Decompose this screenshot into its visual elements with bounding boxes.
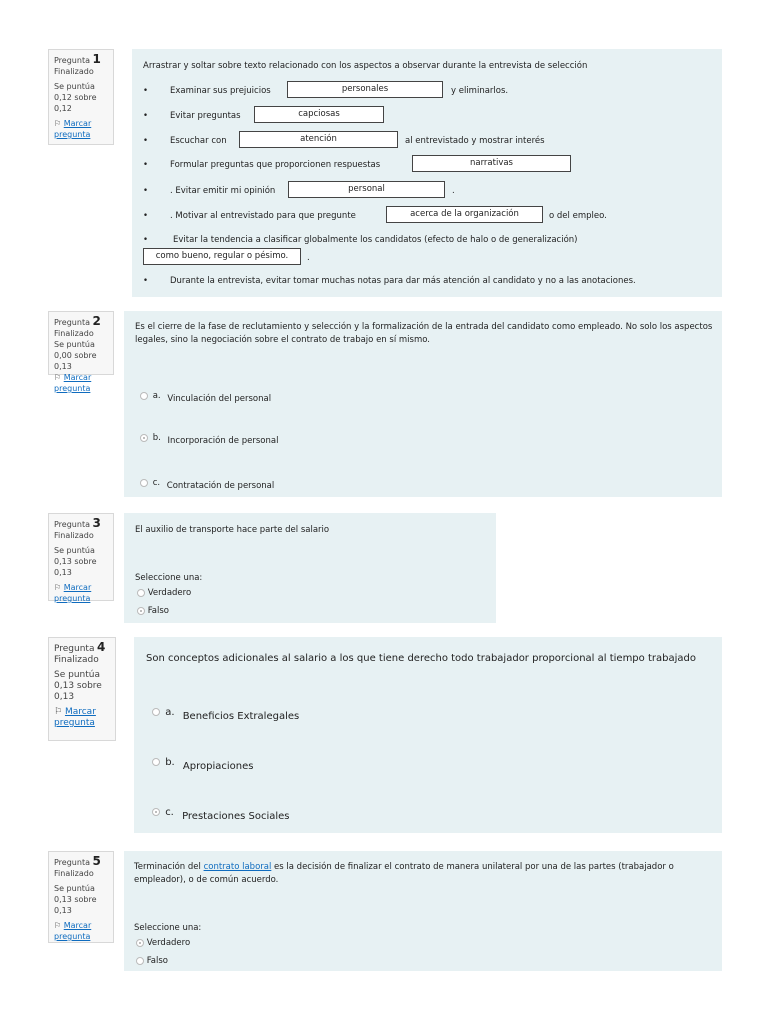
question-content-4 bbox=[134, 637, 722, 833]
option-false[interactable] bbox=[137, 606, 169, 616]
radio-a[interactable] bbox=[140, 392, 148, 400]
option-a[interactable] bbox=[140, 391, 272, 404]
question-state: Finalizado bbox=[54, 67, 94, 76]
line3-post: al entrevistado y mostrar interés bbox=[405, 136, 545, 146]
option-letter: b. bbox=[152, 433, 161, 443]
bullet: • bbox=[143, 86, 149, 96]
select-one-label: Seleccione una: bbox=[134, 923, 202, 933]
line7-text: Evitar la tendencia a clasificar globalmente los candidatos (efecto de halo o de generalización) bbox=[173, 235, 578, 245]
question-prompt: Arrastrar y soltar sobre texto relacionado con los aspectos a observar durante la entrevista de selección bbox=[143, 61, 588, 71]
flag-question-link[interactable]: ⚐ Marcar pregunta bbox=[54, 707, 96, 728]
question-number: 5 bbox=[92, 854, 101, 868]
line4-text: Formular preguntas que proporcionen respuestas bbox=[170, 160, 381, 170]
question-content-2 bbox=[124, 311, 722, 497]
question-info-3 bbox=[48, 513, 114, 601]
option-label: Falso bbox=[147, 606, 170, 616]
select-one-label: Seleccione una: bbox=[135, 573, 203, 583]
radio-c[interactable] bbox=[152, 808, 160, 816]
bullet: • bbox=[143, 160, 149, 170]
line5-text: . Evitar emitir mi opinión bbox=[170, 186, 276, 196]
question-content-5 bbox=[124, 851, 722, 971]
radio-b[interactable] bbox=[140, 434, 148, 442]
option-label: Contratación de personal bbox=[166, 481, 275, 491]
bullet: • bbox=[143, 235, 149, 245]
question-info-2 bbox=[48, 311, 114, 393]
line5-post: . bbox=[452, 186, 455, 196]
question-score: Se puntúa 0,13 sobre 0,13 bbox=[54, 884, 97, 915]
question-score: Se puntúa 0,00 sobre 0,13 bbox=[54, 340, 97, 371]
question-label: Pregunta bbox=[54, 318, 90, 327]
question-content-3 bbox=[124, 513, 496, 623]
drop-zone-7[interactable]: como bueno, regular o pésimo. bbox=[143, 248, 301, 265]
line7-post: . bbox=[307, 253, 310, 263]
option-letter: c. bbox=[152, 478, 161, 488]
question-info-4 bbox=[48, 637, 116, 741]
question-state: Finalizado bbox=[54, 329, 94, 338]
radio-b[interactable] bbox=[152, 758, 160, 766]
question-score: Se puntúa 0,13 sobre 0,13 bbox=[54, 546, 97, 577]
radio-c[interactable] bbox=[140, 479, 148, 487]
bullet: • bbox=[143, 136, 149, 146]
question-info-5 bbox=[48, 851, 114, 943]
flag-question-link[interactable]: ⚐ Marcar pregunta bbox=[54, 119, 92, 139]
flag-icon: ⚐ bbox=[54, 707, 63, 717]
flag-icon: ⚐ bbox=[54, 583, 62, 592]
prompt-text: Terminación del bbox=[134, 862, 201, 872]
drop-zone-2[interactable]: capciosas bbox=[254, 106, 384, 123]
question-number: 4 bbox=[97, 640, 106, 654]
flag-question-link[interactable]: ⚐ Marcar pregunta bbox=[54, 373, 92, 393]
option-c[interactable] bbox=[140, 478, 275, 491]
drop-zone-1[interactable]: personales bbox=[287, 81, 443, 98]
option-label: Incorporación de personal bbox=[167, 436, 279, 446]
flag-icon: ⚐ bbox=[54, 373, 62, 382]
prompt-text: es la decisión de finalizar el contrato de manera unilateral por una de las partes (trabajador o empleador), o de común acuerdo. bbox=[134, 862, 674, 885]
question-label: Pregunta bbox=[54, 644, 95, 654]
question-label: Pregunta bbox=[54, 520, 90, 529]
option-false[interactable] bbox=[136, 956, 168, 966]
option-true[interactable] bbox=[137, 588, 191, 598]
drop-zone-6[interactable]: acerca de la organización bbox=[386, 206, 543, 223]
option-b[interactable] bbox=[152, 757, 254, 772]
bullet: • bbox=[143, 111, 149, 121]
option-label: Beneficios Extralegales bbox=[182, 711, 300, 722]
option-a[interactable] bbox=[152, 707, 300, 722]
option-true[interactable] bbox=[136, 938, 190, 948]
option-letter: c. bbox=[165, 807, 174, 818]
line1-post: y eliminarlos. bbox=[451, 86, 509, 96]
question-content-1 bbox=[132, 49, 722, 297]
radio-true[interactable] bbox=[136, 939, 144, 947]
drop-zone-5[interactable]: personal bbox=[288, 181, 445, 198]
option-label: Apropiaciones bbox=[182, 761, 254, 772]
line6-post: o del empleo. bbox=[549, 211, 607, 221]
radio-false[interactable] bbox=[137, 607, 145, 615]
question-label: Pregunta bbox=[54, 56, 90, 65]
flag-question-link[interactable]: ⚐ Marcar pregunta bbox=[54, 921, 92, 941]
option-label: Prestaciones Sociales bbox=[182, 811, 290, 822]
line6-text: . Motivar al entrevistado para que pregunte bbox=[170, 211, 356, 221]
question-score: Se puntúa 0,12 sobre 0,12 bbox=[54, 82, 97, 113]
option-label: Vinculación del personal bbox=[167, 394, 272, 404]
flag-icon: ⚐ bbox=[54, 921, 62, 930]
question-info-1 bbox=[48, 49, 114, 145]
option-letter: a. bbox=[152, 391, 161, 401]
question-number: 3 bbox=[92, 516, 101, 530]
option-letter: a. bbox=[165, 707, 175, 718]
question-score: Se puntúa 0,13 sobre 0,13 bbox=[54, 670, 102, 702]
option-label: Verdadero bbox=[146, 938, 191, 948]
question-prompt bbox=[134, 861, 714, 887]
question-label: Pregunta bbox=[54, 858, 90, 867]
question-number: 2 bbox=[92, 314, 101, 328]
option-letter: b. bbox=[165, 757, 175, 768]
radio-a[interactable] bbox=[152, 708, 160, 716]
radio-false[interactable] bbox=[136, 957, 144, 965]
drop-zone-3[interactable]: atención bbox=[239, 131, 398, 148]
line1-text: Examinar sus prejuicios bbox=[170, 86, 271, 96]
option-c[interactable] bbox=[152, 807, 290, 822]
question-state: Finalizado bbox=[54, 869, 94, 878]
bullet: • bbox=[143, 186, 149, 196]
bullet: • bbox=[143, 211, 149, 221]
question-number: 1 bbox=[92, 52, 101, 66]
option-label: Falso bbox=[146, 956, 169, 966]
drop-zone-4[interactable]: narrativas bbox=[412, 155, 571, 172]
option-b[interactable] bbox=[140, 433, 279, 446]
line3-text: Escuchar con bbox=[170, 136, 227, 146]
line8-text: Durante la entrevista, evitar tomar muchas notas para dar más atención al candidato y no a las anotaciones. bbox=[170, 276, 636, 286]
question-prompt: Es el cierre de la fase de reclutamiento y selección y la formalización de la entrada del candidato como empleado. No solo los aspectos legales, sino la negociación sobre el contrato de trabajo en sí mismo. bbox=[135, 322, 713, 345]
question-state: Finalizado bbox=[54, 531, 94, 540]
option-label: Verdadero bbox=[147, 588, 192, 598]
flag-question-link[interactable]: ⚐ Marcar pregunta bbox=[54, 583, 92, 603]
radio-true[interactable] bbox=[137, 589, 145, 597]
bullet: • bbox=[143, 276, 149, 286]
flag-icon: ⚐ bbox=[54, 119, 62, 128]
question-state: Finalizado bbox=[54, 655, 99, 665]
line2-text: Evitar preguntas bbox=[170, 111, 241, 121]
question-prompt: El auxilio de transporte hace parte del salario bbox=[135, 525, 330, 535]
contrato-laboral-link[interactable]: contrato laboral bbox=[203, 862, 272, 872]
question-prompt: Son conceptos adicionales al salario a los que tiene derecho todo trabajador proporcional al tiempo trabajado bbox=[146, 653, 696, 664]
